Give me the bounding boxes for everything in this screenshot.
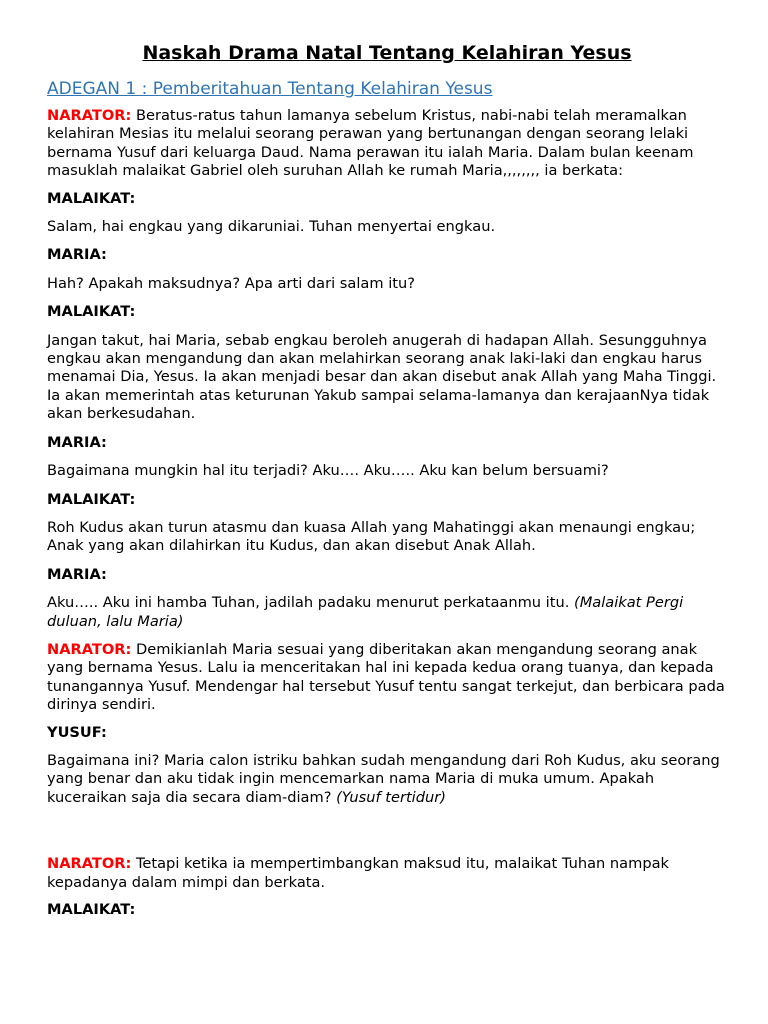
narrator-text: Beratus-ratus tahun lamanya sebelum Kristus, nabi-nabi telah meramalkan kelahiran Mesias itu melalui seorang perawan yang bertunangan dengan seorang lelaki bernama Yusuf dari keluarga Daud. Nama perawan itu ialah Maria. Dalam bulan keenam masuklah malaikat Gabriel oleh suruhan Allah ke rumah Maria,,,,,,,, ia berkata: [47,107,694,180]
dialogue-line: Hah? Apakah maksudnya? Apa arti dari salam itu? [47,274,415,292]
speaker-label: MARIA: [47,565,107,583]
dialogue-text: Aku….. Aku ini hamba Tuhan, jadilah padaku menurut perkataanmu itu. [47,594,570,612]
narrator-paragraph [47,855,727,892]
narrator-text: Tetapi ketika ia mempertimbangkan maksud itu, malaikat Tuhan nampak kepadanya dalam mimpi dan berkata. [47,855,669,891]
narrator-paragraph [47,641,727,715]
narrator-label: NARATOR: [47,107,132,124]
dialogue-line: Salam, hai engkau yang dikaruniai. Tuhan menyertai engkau. [47,218,496,236]
document-page [47,38,727,929]
dialogue-line: Bagaimana mungkin hal itu terjadi? Aku…. Aku….. Aku kan belum bersuami? [47,462,609,480]
speaker-label: MALAIKAT: [47,901,136,918]
speaker-label: YUSUF: [47,723,107,741]
dialogue-text: Bagaimana ini? Maria calon istriku bahkan sudah mengandung dari Roh Kudus, aku seorang yang benar dan aku tidak ingin mencemarkan nama Maria di muka umum. Apakah kuceraikan saja dia secara diam-diam? [47,751,720,806]
dialogue-line [47,594,727,631]
stage-direction: (Malaikat Pergi duluan, lalu Maria) [47,594,684,630]
narrator-text: Demikianlah Maria sesuai yang diberitakan akan mengandung seorang anak yang bernama Yesus. Lalu ia menceritakan hal ini kepada kedua orang tuanya, dan kepada tunangannya Yusuf. Mendengar hal tersebut Yusuf tentu sangat terkejut, dan berbicara pada dirinya sendiri. [47,640,725,714]
narrator-paragraph [47,107,727,181]
dialogue-line [47,752,727,807]
document-title: Naskah Drama Natal Tentang Kelahiran Yesus [142,42,632,64]
speaker-label: MARIA: [47,246,107,264]
narrator-label: NARATOR: [47,855,132,873]
speaker-label: MALAIKAT: [47,189,136,207]
dialogue-line: Roh Kudus akan turun atasmu dan kuasa Allah yang Mahatinggi akan menaungi engkau; Anak yang akan dilahirkan itu Kudus, dan akan disebut Anak Allah. [47,518,696,555]
speaker-label: MARIA: [47,433,107,451]
narrator-label: NARATOR: [47,640,132,658]
stage-direction: (Yusuf tertidur) [336,788,446,806]
blank-space [47,817,727,855]
scene-heading: ADEGAN 1 : Pemberitahuan Tentang Kelahiran Yesus [47,79,493,99]
speaker-label: MALAIKAT: [47,303,136,321]
dialogue-line: Jangan takut, hai Maria, sebab engkau beroleh anugerah di hadapan Allah. Sesungguhnya engkau akan mengandung dan akan melahirkan seorang anak laki-laki dan engkau harus menamai Dia, Yesus. Ia akan menjadi besar dan akan disebut anak Allah yang Maha Tinggi. Ia akan memerintah atas keturunan Yakub sampai selama-lamanya dan kerajaanNya tidak akan berkesudahan. [47,331,717,423]
speaker-label: MALAIKAT: [47,490,136,508]
